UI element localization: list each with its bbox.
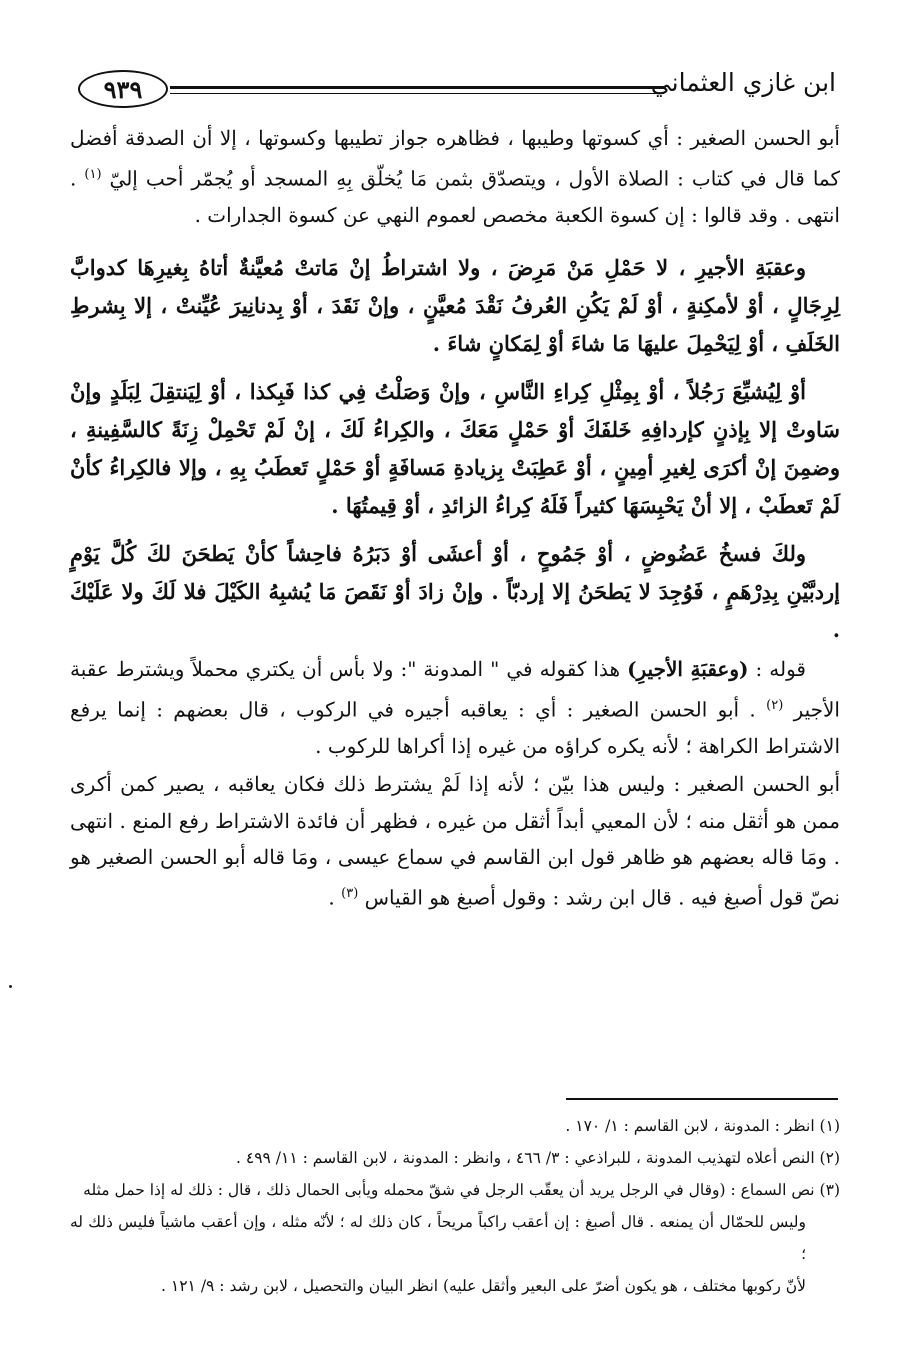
footnote-marker: (٢) xyxy=(766,697,784,713)
commentary-text-after: . أبو الحسن الصغير : أي : يعاقبه أجيره في الركوب ، قال بعضهم : إنما يرفع الاشتراط الكراهة ؛ لأنه يكره كراؤه من غيره إذا أكراها للركوب . xyxy=(70,697,840,758)
commentary-text: أبو الحسن الصغير : وليس هذا بيّن ؛ لأنه إذا لَمْ يشترط ذلك فكان يعاقبه ، يصير كمن أكرى ممن هو أثقل منه ؛ لأن المعيي أبداً أثقل من غيره ، فظهر أن فائدة الاشتراط رفع المنع . انتهى . ومَا قاله بعضهم هو ظاهر قول ابن القاسم في سماع عيسى ، ومَا قاله أبو الحسن الصغير هو نصّ قول أصبغ فيه . قال ابن رشد : وقول أصبغ هو القياس xyxy=(70,772,840,910)
commentary-lead: قوله : xyxy=(755,657,806,682)
footnotes xyxy=(70,1110,840,1302)
commentary-text-after: . xyxy=(328,885,335,910)
footnote-separator xyxy=(566,1098,838,1100)
intro-text: أبو الحسن الصغير : أي كسوتها وطيبها ، فظاهره جواز تطيبها وكسوتها ، إلا أن الصدقة أفضل كما قال في كتاب : الصلاة الأول ، ويتصدّق بثمن مَا يُخلّق بِهِ المسجد أو يُجمّر أحب إليّ xyxy=(70,126,841,191)
matn-paragraph: وعقبَةِ الأجيرِ ، لا حَمْلِ مَنْ مَرِضَ ، ولا اشتراطُ إنْ مَاتتْ مُعيَّنةٌ أتاهُ بِغيرِهَا كدوابَّ لِرِجَالٍ ، أوْ لأمكِنةٍ ، أوْ لَمْ يَكُنِ العُرفُ نَقْدَ مُعيَّنٍ ، وإنْ نَقَدَ ، أوْ بِدنانِيرَ عُيِّنتْ ، إلا بِشرطِ الخَلَفِ ، أوْ لِيَحْمِلَ عليهَا مَا شاءَ أوْ لِمَكانٍ شاءَ . xyxy=(70,255,840,357)
footnote: (١) انظر : المدونة ، لابن القاسم : ١/ ١٧٠ . xyxy=(565,1117,840,1135)
header-rule-thin xyxy=(170,93,664,94)
running-title: ابن غازي العثماني xyxy=(650,68,836,97)
footnote-marker: (٣) xyxy=(341,885,359,901)
commentary-paragraph xyxy=(70,651,840,764)
matn-paragraph: أوْ لِيُشيِّعَ رَجُلاً ، أوْ بِمِثْلِ كِراءِ النَّاسِ ، وإنْ وَصَلْتُ فِي كذا فَبِكذا ، أوْ لِيَنتقِلَ لِبَلَدٍ وإنْ سَاوتْ إلا بِإذنٍ كإردافِهِ خَلفَكَ أوْ حَمْلٍ مَعَكَ ، والكِراءُ لَكَ ، إنْ لَمْ تَحْمِلْ زِنَةً كالسَّفِينةِ ، وضمِنَ إنْ أكرَى لِغيرِ أمِينٍ ، أوْ عَطِبَتْ بِزيادةِ مَسافَةٍ أوْ حَمْلٍ تَعطَبُ بِهِ ، وإلا فالكِراءُ كأنْ لَمْ تَعطَبْ ، إلا أنْ يَحْبِسَهَا كثيراً فَلَهُ كِراءُ الزائدِ ، أوْ قِيمتُهَا . xyxy=(70,379,840,519)
footnote: (٢) النص أعلاه لتهذيب المدونة ، للبراذعي : ٣/ ٤٦٦ ، وانظر : المدونة ، لابن القاسم : ١١/ ٤٩٩ . xyxy=(236,1149,840,1167)
page-header xyxy=(78,62,836,122)
intro-paragraph xyxy=(70,120,840,233)
main-text xyxy=(70,118,840,916)
quoted-matn: (وعقبَةِ الأجيرِ) xyxy=(627,657,749,682)
commentary-paragraph xyxy=(70,766,840,916)
page-number: ٩٣٩ xyxy=(78,70,168,108)
commentary-text: هذا كقوله في " المدونة ": ولا بأس أن يكتري محملاً ويشترط عقبة الأجير xyxy=(70,657,840,722)
footnote: (٣) نص السماع : (وقال في الرجل يريد أن يعقّب الرجل في شقّ محمله ويأبى الحمال ذلك ، قال : ذلك له إذا حمل مثله xyxy=(83,1181,840,1199)
footnote-continuation: لأنّ ركوبها مختلف ، هو يكون أضرّ على البعير وأثقل عليه) انظر البيان والتحصيل ، لابن رشد : ٩/ ١٢١ . xyxy=(161,1277,806,1295)
footnote-continuation: وليس للحمّال أن يمنعه . قال أصبغ : إن أعقب راكباً مريحاً ، كان ذلك له ؛ لأنّه مثله ، وإن أعقب ماشياً فليس ذلك له ؛ xyxy=(70,1213,806,1263)
footnote-marker: (١) xyxy=(84,166,102,182)
header-rule xyxy=(170,86,664,89)
intro-text-after: . انتهى . وقد قالوا : إن كسوة الكعبة مخصص لعموم النهي عن كسوة الجدارات . xyxy=(70,166,840,227)
matn-paragraph: ولكَ فسخُ عَضُوضٍ ، أوْ جَمُوحٍ ، أوْ أعشَى أوْ دَبَرُهُ فاحِشاً كأنْ يَطحَنَ لكَ كُلَّ يَوْمٍ إردبَّيْنِ بِدِرْهَمٍ ، فَوُجِدَ لا يَطحَنُ إلا إردبّاً . وإنْ زادَ أوْ نَقَصَ مَا يُشبِهُ الكَيْلَ فلا لَكَ ولا عَلَيْكَ . xyxy=(70,541,840,643)
scan-speck xyxy=(9,985,12,988)
